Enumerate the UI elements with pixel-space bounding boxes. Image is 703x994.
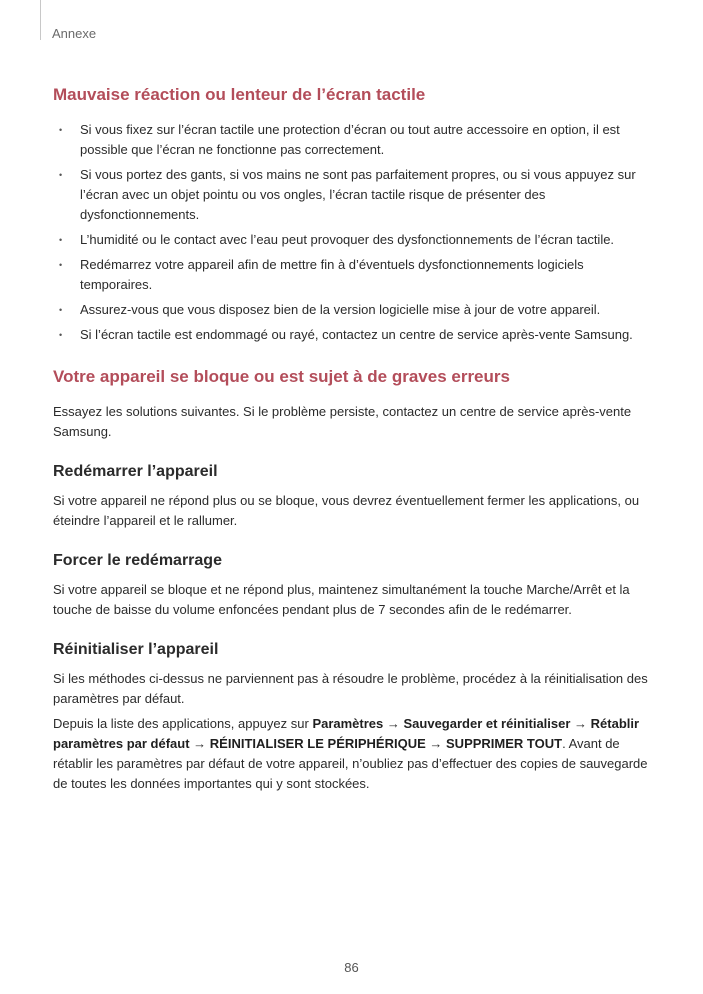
- heading-reset: Réinitialiser l’appareil: [53, 641, 219, 658]
- touch-tips-list: [53, 120, 651, 345]
- restart-text: Si votre appareil ne répond plus ou se bloque, vous devrez éventuellement fermer les applications, ou éteindre l’appareil et le rallumer.: [53, 493, 640, 528]
- arrow: →: [570, 716, 591, 731]
- heading-device-freeze: Votre appareil se bloque ou est sujet à de graves erreurs: [53, 367, 510, 386]
- list-item: • Assurez-vous que vous disposez bien de la version logicielle mise à jour de votre appareil.: [53, 300, 651, 320]
- heading-touch-screen: Mauvaise réaction ou lenteur de l’écran tactile: [53, 85, 426, 104]
- list-item: • Redémarrez votre appareil afin de mettre fin à d’éventuels dysfonctionnements logiciels temporaires.: [53, 255, 651, 295]
- path-reset-device: RÉINITIALISER LE PÉRIPHÉRIQUE: [209, 736, 426, 751]
- reset-suffix: . Avant de rétablir les paramètres par défaut de votre appareil, n’oubliez pas d’effectuer des copies de sauvegarde de toutes les données importantes qui y sont stockées.: [53, 736, 648, 791]
- path-delete-all: SUPPRIMER TOUT: [446, 736, 563, 751]
- list-item: • Si vous fixez sur l’écran tactile une protection d’écran ou tout autre accessoire en option, il est possible que l’écran ne fonctionne pas correctement.: [53, 120, 651, 160]
- path-backup-reset: Sauvegarder et réinitialiser: [403, 716, 571, 731]
- force-restart-text: Si votre appareil se bloque et ne répond plus, maintenez simultanément la touche Marche/Arrêt et la touche de baisse du volume enfoncées pendant plus de 7 secondes afin de le redémarrer.: [53, 582, 630, 617]
- reset-prefix: Depuis la liste des applications, appuyez sur: [53, 716, 313, 731]
- section-label: Annexe: [52, 26, 97, 41]
- heading-force-restart: Forcer le redémarrage: [53, 552, 222, 569]
- heading-restart: Redémarrer l’appareil: [53, 463, 218, 480]
- list-item: • Si vous portez des gants, si vos mains ne sont pas parfaitement propres, ou si vous appuyez sur l’écran avec un objet pointu ou vos ongles, l’écran tactile risque de présenter des dysfonctionnements.: [53, 165, 651, 225]
- list-item: • Si l’écran tactile est endommagé ou rayé, contactez un centre de service après-vente Samsung.: [53, 325, 651, 345]
- reset-instructions: [53, 714, 651, 794]
- arrow: →: [383, 716, 404, 731]
- header-rule: [40, 0, 41, 40]
- arrow: →: [425, 736, 447, 751]
- path-settings: Paramètres: [312, 716, 384, 731]
- path-factory-reset: Rétablir paramètres par défaut: [53, 716, 640, 751]
- reset-text: Si les méthodes ci-dessus ne parviennent pas à résoudre le problème, procédez à la réinitialisation des paramètres par défaut.: [53, 671, 648, 706]
- arrow: →: [189, 736, 210, 751]
- page-number: 86: [344, 960, 359, 975]
- page-content: [53, 84, 651, 794]
- list-item: • L’humidité ou le contact avec l’eau peut provoquer des dysfonctionnements de l’écran tactile.: [53, 230, 651, 250]
- freeze-intro: Essayez les solutions suivantes. Si le problème persiste, contactez un centre de service après-vente Samsung.: [53, 404, 632, 439]
